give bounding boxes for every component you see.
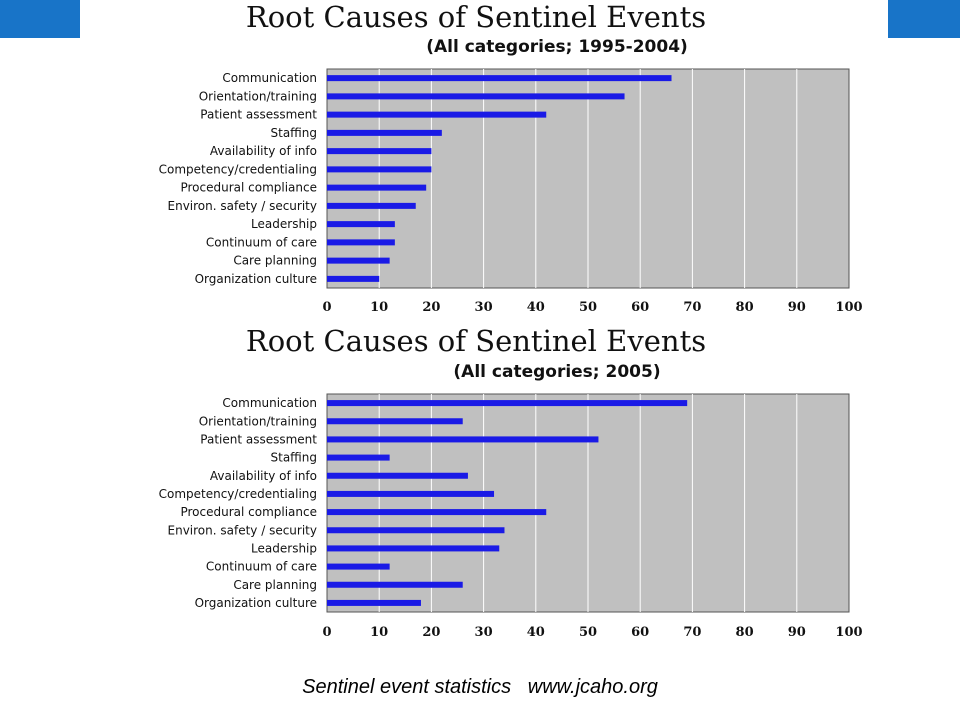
chart1-category-label: Communication [222,71,317,86]
chart1-tick-label: 40 [526,300,545,315]
chart2-category-label: Communication [222,396,317,411]
chart2-category-label: Patient assessment [200,432,317,447]
chart1-bar [327,166,431,172]
chart2-tick-label: 100 [835,625,863,640]
chart1-bar [327,203,416,209]
chart1-bar [327,112,546,118]
chart1-title: Root Causes of Sentinel Events [245,0,707,34]
chart1-bar [327,221,395,227]
footer-caption: Sentinel event statistics www.jcaho.org [302,676,658,698]
chart1-bar [327,148,431,154]
chart2-category-label: Continuum of care [205,559,317,574]
chart1-tick-label: 30 [474,300,493,315]
chart1-tick-label: 60 [631,300,650,315]
chart1-category-label: Staffing [270,125,317,140]
chart1-category-label: Continuum of care [205,235,317,250]
chart2-category-label: Procedural compliance [180,505,317,520]
chart2-tick-label: 40 [526,625,545,640]
chart2-tick-label: 0 [322,625,332,640]
chart1-bar [327,130,442,136]
chart1-tick-label: 50 [578,300,598,315]
chart2-category-label: Competency/credentialing [158,486,317,501]
chart2-tick-label: 80 [735,625,754,640]
chart1-bar [327,258,390,264]
chart2-tick-label: 90 [787,625,806,640]
chart1-bar [327,93,625,99]
chart2-bar [327,582,463,588]
chart1-category-label: Care planning [233,253,317,268]
chart2-category-label: Environ. safety / security [167,523,317,538]
chart1-category-label: Orientation/training [198,89,317,104]
chart2-bar [327,491,494,497]
chart2-bar [327,455,390,461]
chart1-category-label: Organization culture [194,271,317,286]
chart2-bar [327,473,468,479]
chart1-bar [327,239,395,245]
chart1-bar [327,185,426,191]
chart1-category-label: Patient assessment [200,107,317,122]
chart1-category-label: Environ. safety / security [167,198,317,213]
chart2-tick-label: 70 [683,625,702,640]
chart1-tick-label: 80 [735,300,754,315]
chart2-title: Root Causes of Sentinel Events [245,324,707,358]
chart2-category-label: Care planning [233,577,317,592]
chart2-tick-label: 30 [474,625,493,640]
chart2-bar [327,509,546,515]
chart2-bar [327,418,463,424]
chart1-bar [327,276,379,282]
chart2-bar [327,545,499,551]
chart1-bar [327,75,672,81]
chart1-category-label: Leadership [251,217,317,232]
chart2-category-label: Leadership [251,541,317,556]
chart2-category-label: Availability of info [209,468,317,483]
chart1-tick-label: 70 [683,300,702,315]
chart1-tick-label: 10 [370,300,389,315]
chart2-tick-label: 60 [631,625,650,640]
chart1-tick-label: 20 [422,300,441,315]
chart2-bar [327,400,687,406]
chart1-tick-label: 100 [835,300,863,315]
chart1-subtitle: (All categories; 1995-2004) [426,37,688,57]
chart2-bar [327,436,598,442]
chart1-category-label: Procedural compliance [180,180,317,195]
chart2-category-label: Orientation/training [198,414,317,429]
chart1-category-label: Availability of info [209,144,317,159]
chart1-tick-label: 90 [787,300,806,315]
chart1-tick-label: 0 [322,300,332,315]
chart2-tick-label: 10 [370,625,389,640]
chart2-bar [327,564,390,570]
chart2-subtitle: (All categories; 2005) [453,362,661,382]
chart2-category-label: Organization culture [194,595,317,610]
chart2-bar [327,527,504,533]
chart2-tick-label: 20 [422,625,441,640]
chart1-category-label: Competency/credentialing [158,162,317,177]
chart2-bar [327,600,421,606]
chart2-tick-label: 50 [578,625,598,640]
chart2-category-label: Staffing [270,450,317,465]
